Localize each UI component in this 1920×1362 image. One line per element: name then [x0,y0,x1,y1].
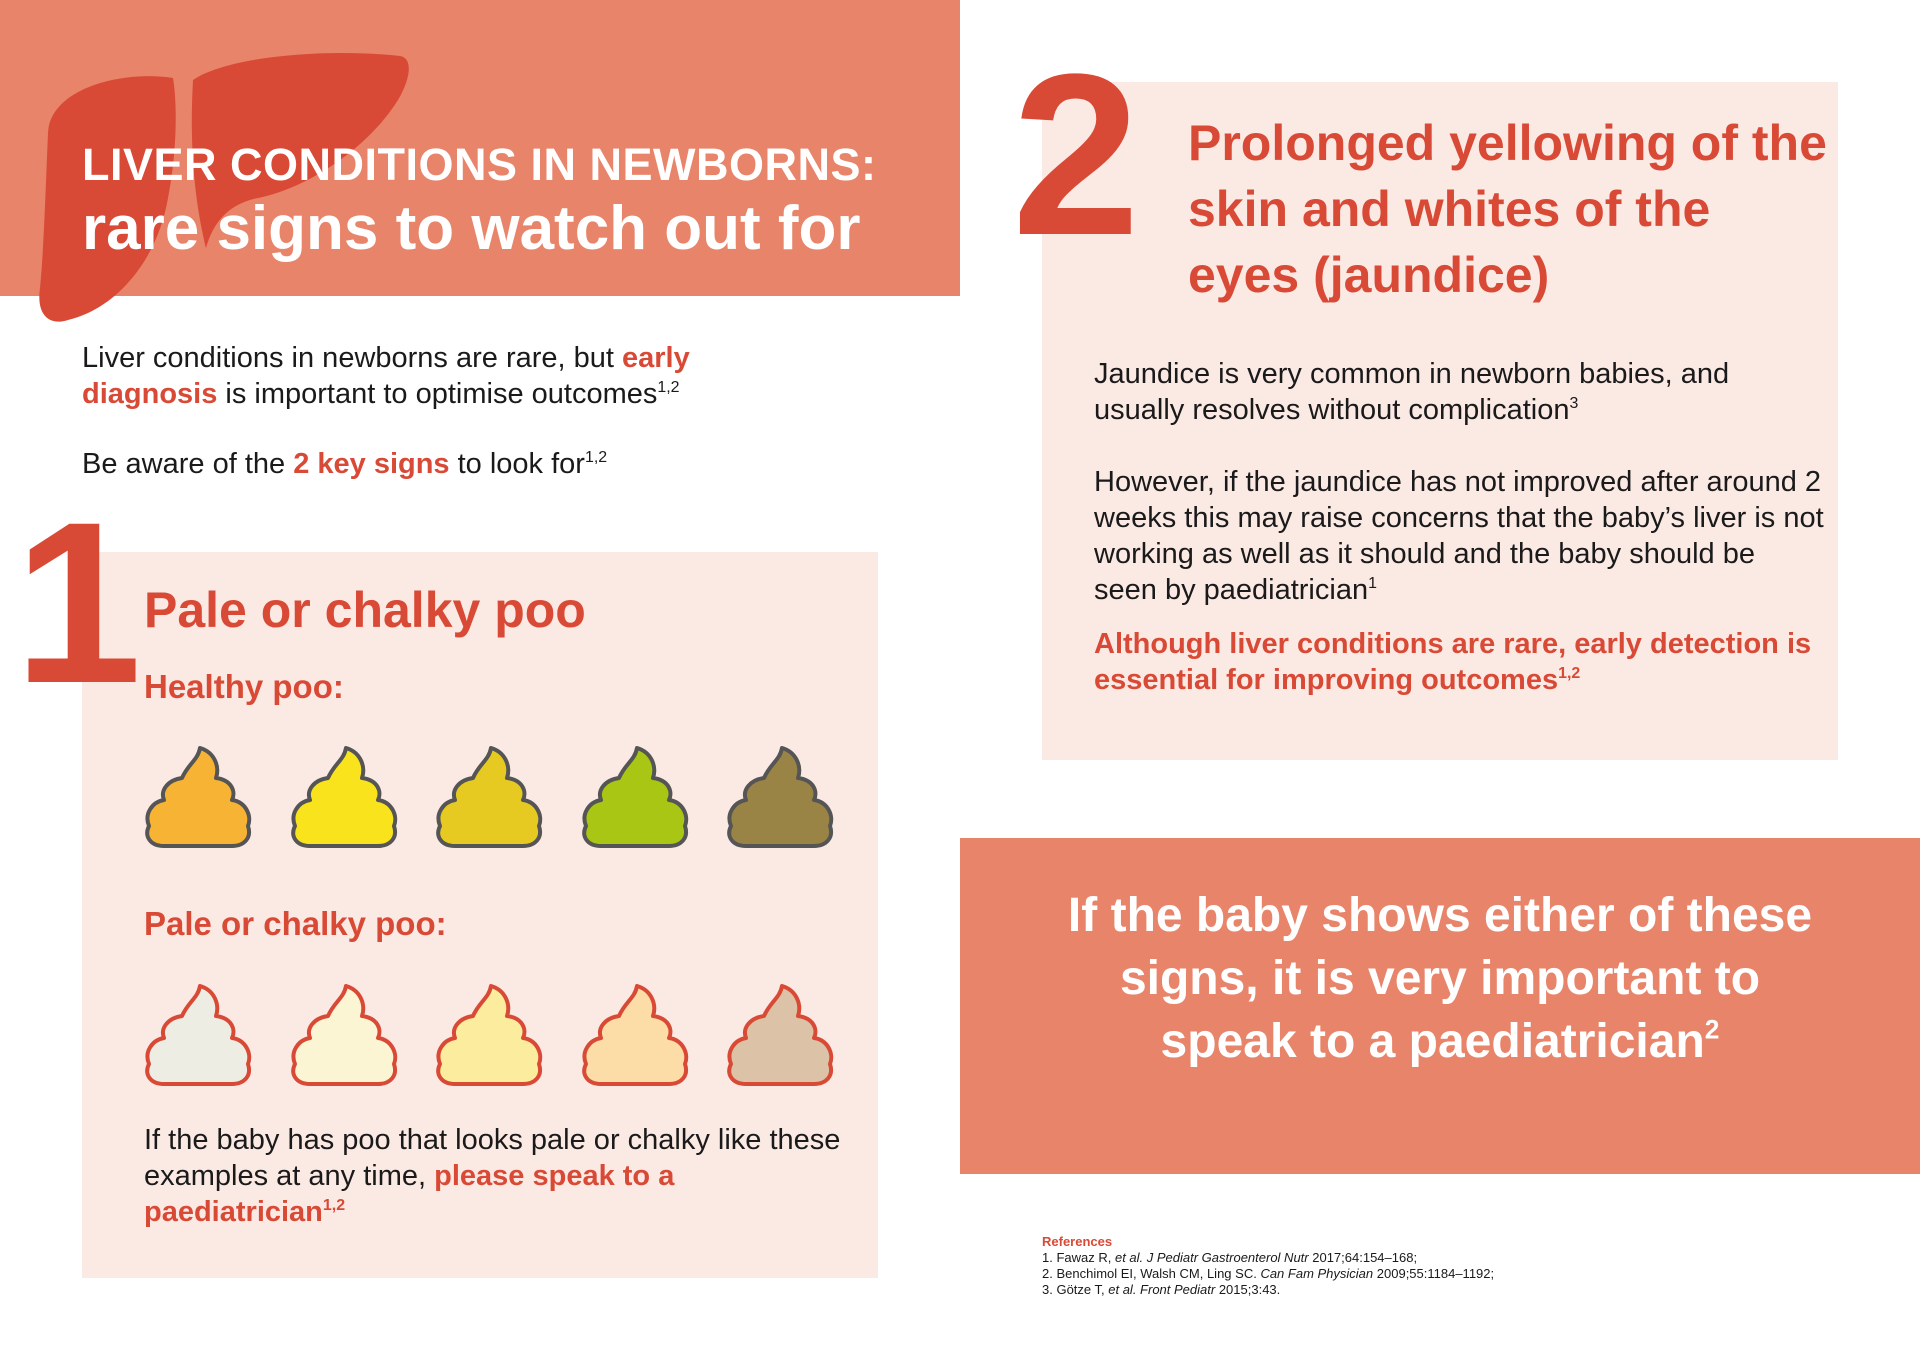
intro-text: to look for [449,448,585,480]
sign-2-title: Prolonged yellowing of the skin and whites of the eyes (jaundice) [1188,115,1827,303]
healthy-poo-row [140,740,840,850]
citation: 1,2 [322,1196,346,1214]
sign-2-text: However, if the jaundice has not improved after around 2 weeks this may raise concerns that the baby’s liver is not working as well as it should and the baby should be seen by paediatrician [1094,466,1824,606]
ref-journal: et al. Front Pediatr [1108,1282,1216,1297]
citation: 1,2 [1558,664,1581,682]
poo-icon [140,978,258,1088]
sign-2-text-1 [1094,356,1824,428]
citation: 1,2 [584,448,608,466]
ref-text: 2015;3:43. [1215,1282,1281,1297]
references [1042,1234,1802,1298]
intro-text: is important to optimise outcomes [217,378,658,410]
cta-text: If the baby shows either of these signs, it is very important to speak to a paediatrician [1067,889,1813,1068]
poo-icon [140,740,258,850]
sign-2-text-2 [1094,464,1824,608]
citation: 1,2 [657,378,680,396]
reference-2 [1042,1266,1802,1282]
cta-message [1050,884,1830,1073]
reference-3 [1042,1282,1802,1298]
page-title [82,138,942,266]
sign-1-number: 1 [14,474,142,731]
ref-text: 1. Fawaz R, [1042,1250,1115,1265]
citation: 1 [1368,574,1377,592]
intro-text: Liver conditions in newborns are rare, but [82,342,623,374]
sign-2-text: Jaundice is very common in newborn babies, and usually resolves without complication [1094,358,1730,426]
poo-icon [286,740,404,850]
pale-poo-label: Pale or chalky poo: [144,905,447,942]
sign-1-title: Pale or chalky poo [144,582,586,638]
poo-icon [431,740,549,850]
title-line-1: LIVER CONDITIONS IN NEWBORNS: [82,139,877,190]
sign-1-highlight: please speak to a paediatrician [144,1160,675,1228]
ref-text: 2. Benchimol EI, Walsh CM, Ling SC. [1042,1266,1261,1281]
intro-paragraph-2 [82,446,802,482]
intro-highlight: early diagnosis [82,342,690,410]
sign-2-warning-text: Although liver conditions are rare, early detection is essential for improving outcomes [1094,628,1812,696]
citation: 3 [1569,394,1579,412]
poo-icon [286,978,404,1088]
intro-highlight: 2 key signs [293,448,450,480]
sign-1-body-text: If the baby has poo that looks pale or chalky like these examples at any time, [144,1124,841,1192]
poo-icon [577,740,695,850]
ref-text: 2009;55:1184–1192; [1373,1266,1495,1281]
title-line-2: rare signs to watch out for [82,194,861,263]
sign-2-warning [1094,626,1824,698]
reference-1 [1042,1250,1802,1266]
sign-1-body [144,1122,844,1230]
ref-text: 2017;64:154–168; [1308,1250,1418,1265]
references-title: References [1042,1234,1113,1249]
ref-text: 3. Götze T, [1042,1282,1109,1297]
intro-text: Be aware of the [82,448,294,480]
poo-icon [577,978,695,1088]
intro-paragraph-1 [82,340,802,412]
poo-icon [722,978,840,1088]
pale-poo-row [140,978,840,1088]
ref-journal: Can Fam Physician [1260,1266,1374,1281]
ref-journal: et al. J Pediatr Gastroenterol Nutr [1114,1250,1309,1265]
poo-icon [431,978,549,1088]
poo-icon [722,740,840,850]
healthy-poo-label: Healthy poo: [144,668,344,705]
citation: 2 [1704,1014,1720,1045]
sign-2-number: 2 [1012,26,1140,283]
